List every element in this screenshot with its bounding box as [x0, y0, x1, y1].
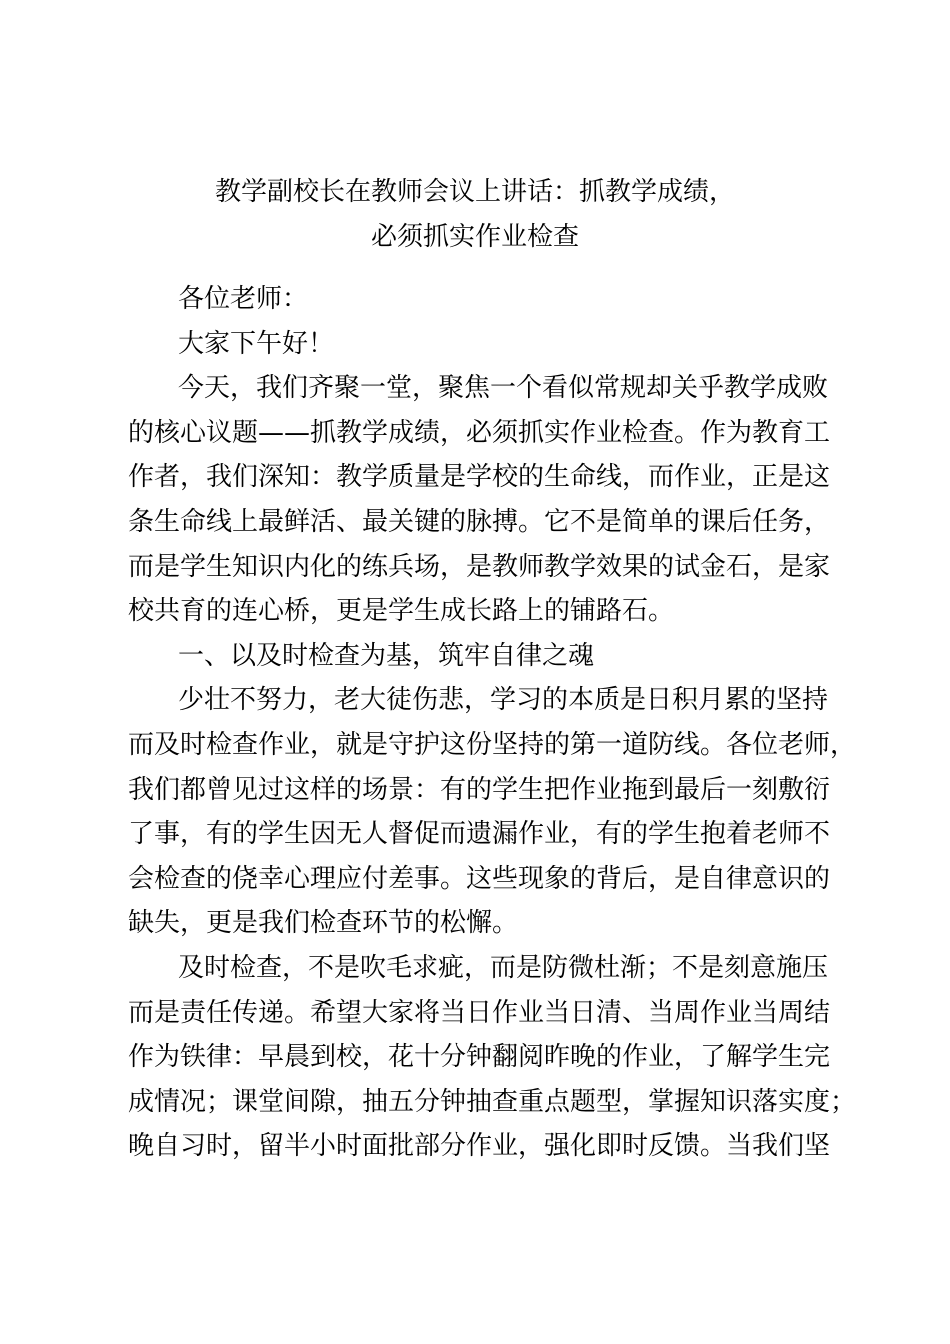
- section-heading-1: 一、以及时检查为基，筑牢自律之魂: [178, 640, 595, 671]
- paragraph-1-line-4: 条生命线上最鲜活、最关键的脉搏。它不是简单的课后任务，: [128, 506, 831, 537]
- paragraph-3-line-2: 而是责任传递。希望大家将当日作业当日清、当周作业当周结: [128, 997, 831, 1028]
- title-line-2: 必须抓实作业检查: [370, 221, 579, 252]
- paragraph-2-line-6: 缺失，更是我们检查环节的松懈。: [128, 908, 519, 939]
- paragraph-1-line-5: 而是学生知识内化的练兵场，是教师教学效果的试金石，是家: [128, 551, 831, 582]
- paragraph-3-line-3: 作为铁律：早晨到校，花十分钟翻阅昨晚的作业，了解学生完: [128, 1042, 831, 1073]
- paragraph-1-line-2: 的核心议题——抓教学成绩，必须抓实作业检查。作为教育工: [128, 417, 831, 448]
- paragraph-2-line-3: 我们都曾见过这样的场景：有的学生把作业拖到最后一刻敷衍: [128, 774, 831, 805]
- paragraph-3-line-4: 成情况；课堂间隙，抽五分钟抽查重点题型，掌握知识落实度；: [128, 1086, 857, 1117]
- greeting: 大家下午好！: [178, 328, 335, 359]
- paragraph-3-line-1: 及时检查，不是吹毛求疵，而是防微杜渐；不是刻意施压: [178, 952, 829, 983]
- salutation: 各位老师：: [178, 284, 309, 314]
- paragraph-1-line-3: 作者，我们深知：教学质量是学校的生命线，而作业，正是这: [128, 462, 831, 493]
- document-body: [128, 277, 858, 1169]
- paragraph-1-line-1: 今天，我们齐聚一堂，聚焦一个看似常规却关乎教学成败: [178, 373, 829, 404]
- paragraph-2-line-1: 少壮不努力，老大徒伤悲，学习的本质是日积月累的坚持: [178, 685, 829, 716]
- paragraph-2-line-2: 而及时检查作业，就是守护这份坚持的第一道防线。各位老师，: [128, 729, 857, 760]
- paragraph-3-line-5: 晚自习时，留半小时面批部分作业，强化即时反馈。当我们坚: [128, 1131, 831, 1162]
- paragraph-1-line-6: 校共育的连心桥，更是学生成长路上的铺路石。: [128, 596, 675, 627]
- title-line-1: 教学副校长在教师会议上讲话：抓教学成绩，: [214, 177, 735, 207]
- paragraph-2-line-4: 了事，有的学生因无人督促而遗漏作业，有的学生抱着老师不: [128, 819, 831, 850]
- document-title: [100, 170, 850, 259]
- paragraph-2-line-5: 会检查的侥幸心理应付差事。这些现象的背后，是自律意识的: [128, 863, 831, 894]
